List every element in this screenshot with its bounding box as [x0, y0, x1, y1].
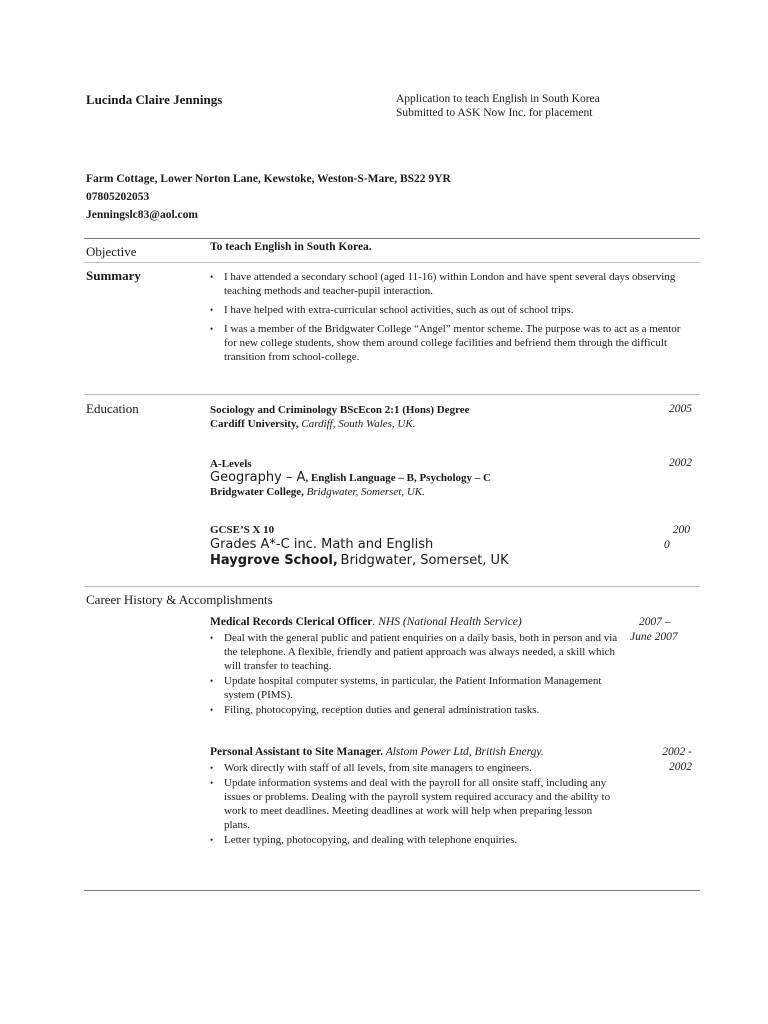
job-duty: • Update information systems and deal with the payroll for all onsite staff, including any issues or problems. Dealing with the payroll system required accuracy and the ability to work to meet deadlines. Meeting deadlines at work will help when preparing lesson plans.: [210, 776, 620, 832]
application-line-1: Application to teach English in South Korea: [396, 93, 600, 105]
summary-item: • I have helped with extra-curricular school activities, such as out of school trips.: [210, 303, 695, 317]
summary-item: • I have attended a secondary school (aged 11-16) within London and have spent several days observing teaching methods and teacher-pupil interaction.: [210, 270, 695, 298]
job-title: Personal Assistant to Site Manager.: [210, 746, 384, 758]
job-duty: • Work directly with staff of all levels, from site managers to engineers.: [210, 761, 620, 775]
grade-geography: Geography – A: [210, 470, 306, 485]
job-entry: [210, 745, 620, 848]
grades-other: , English Language – B, Psychology – C: [305, 472, 491, 484]
school-name: Bridgwater College,: [210, 486, 304, 498]
career-label: Career History & Accomplishments: [86, 592, 273, 607]
education-year: [640, 523, 690, 553]
year-line-2: June 2007: [630, 631, 678, 643]
qualification-title: GCSE’S X 10: [210, 524, 275, 536]
year-line-1: 200: [672, 524, 690, 536]
education-label: Education: [86, 401, 139, 416]
job-employer: Alstom Power Ltd, British Energy.: [383, 746, 544, 758]
applicant-name: Lucinda Claire Jennings: [86, 92, 223, 107]
contact-block: [86, 170, 451, 224]
job-years: [640, 745, 692, 775]
education-entry: [210, 403, 650, 431]
school-location: Cardiff, South Wales, UK.: [301, 418, 416, 430]
objective-label: Objective: [86, 244, 137, 259]
summary-list: [210, 270, 695, 369]
email: Jenningslc83@aol.com: [86, 209, 198, 221]
objective-text: To teach English in South Korea.: [210, 241, 372, 253]
divider: [84, 586, 700, 587]
degree-title: Sociology and Criminology BScEcon 2:1 (Hons) Degree: [210, 404, 470, 416]
year-line-2: 0: [664, 539, 670, 551]
school-location: Bridgwater, Somerset, UK.: [306, 486, 425, 498]
education-year: 2005: [669, 403, 692, 415]
year-line-1: 2007 –: [639, 616, 671, 628]
divider: [84, 394, 700, 395]
job-duty: • Update hospital computer systems, in particular, the Patient Information Management system (PIMS).: [210, 674, 620, 702]
school-location: Bridgwater, Somerset, UK: [340, 553, 509, 568]
summary-label: Summary: [86, 268, 141, 283]
gcse-grades: Grades A*-C inc. Math and English: [210, 537, 434, 552]
job-years: [630, 615, 692, 645]
education-year: 2002: [669, 457, 692, 469]
job-duty: • Letter typing, photocopying, and dealing with telephone enquiries.: [210, 833, 620, 847]
year-line-2: 2002: [669, 761, 692, 773]
job-duty: • Deal with the general public and patient enquiries on a daily basis, both in person and via the telephone. A flexible, friendly and patient approach was always needed, a skill which will transfer to teaching.: [210, 631, 620, 673]
job-title: Medical Records Clerical Officer: [210, 616, 373, 628]
qualification-title: A-Levels: [210, 458, 252, 470]
job-entry: [210, 615, 620, 718]
divider: [84, 238, 700, 239]
summary-item: • I was a member of the Bridgwater College “Angel” mentor scheme. The purpose was to act as a mentor for new college students, show them around college facilities and befriend them through the difficult transition from school-college.: [210, 322, 695, 364]
address: Farm Cottage, Lower Norton Lane, Kewstoke, Weston-S-Mare, BS22 9YR: [86, 173, 451, 185]
year-line-1: 2002 -: [662, 746, 692, 758]
school-name: Cardiff University,: [210, 418, 299, 430]
application-note: [396, 92, 600, 120]
job-duty: • Filing, photocopying, reception duties and general administration tasks.: [210, 703, 620, 717]
phone: 07805202053: [86, 191, 150, 203]
job-employer: . NHS (National Health Service): [372, 616, 522, 628]
school-name: Haygrove School,: [210, 553, 338, 568]
education-entry: [210, 523, 650, 569]
divider: [84, 262, 700, 263]
divider: [84, 890, 700, 891]
education-entry: [210, 457, 650, 499]
application-line-2: Submitted to ASK Now Inc. for placement: [396, 107, 593, 119]
